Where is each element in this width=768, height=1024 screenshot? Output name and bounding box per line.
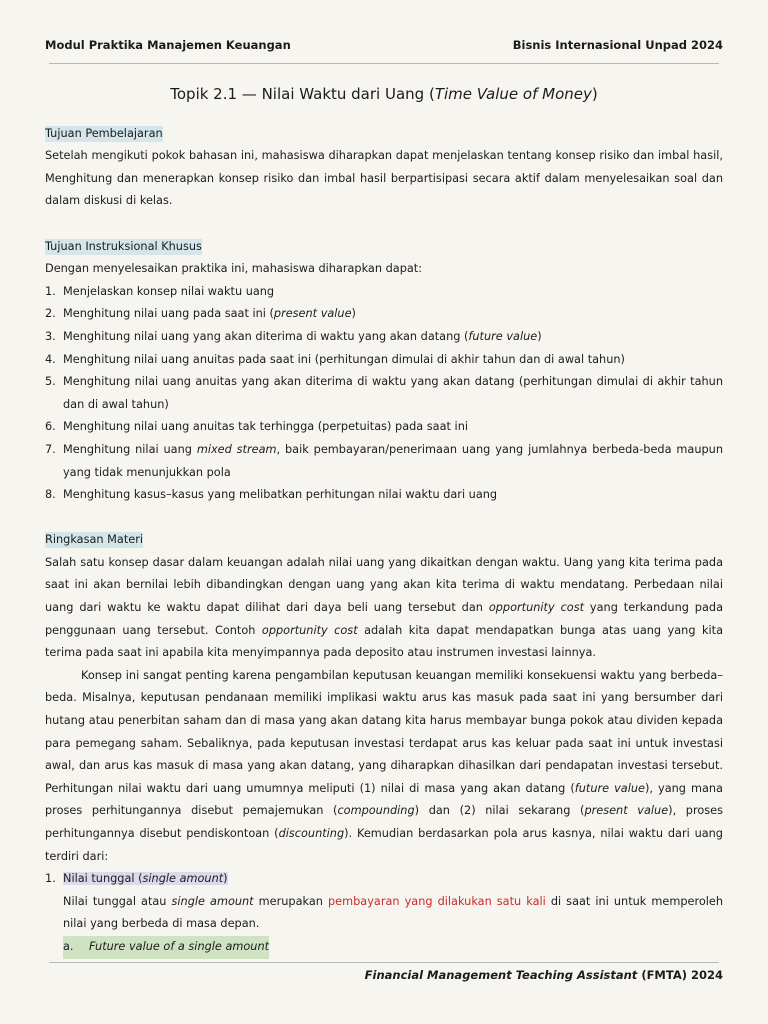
footer-divider	[49, 962, 719, 963]
ringkasan-paragraph-2: Konsep ini sangat penting karena pengambilan keputusan keuangan memiliki konsekuensi waktu yang berbeda–beda. Misalnya, keputusan pendanaan memiliki implikasi waktu arus kas masuk pada saat ini yang bersumber dari hutang atau penerbitan saham dan di masa yang akan datang kita harus membayar bunga pokok atau dividen kepada para pemegang saham. Sebaliknya, pada keputusan investasi terdapat arus kas keluar pada saat ini untuk investasi awal, dan arus kas masuk di masa yang akan datang, yang diharapkan dihasilkan dari pendapatan investasi tersebut. Perhitungan nilai waktu dari uang umumnya meliputi (1) nilai di masa yang akan datang (future value), yang mana proses perhitungannya disebut pemajemukan (compounding) dan (2) nilai sekarang (present value), proses perhitungannya disebut pendiskontoan (discounting). Kemudian berdasarkan pola arus kasnya, nilai waktu dari uang terdiri dari:	[45, 668, 724, 863]
ringkasan-list	[45, 868, 723, 891]
sub-item-a: a. Future value of a single amount	[45, 936, 723, 959]
tujuan-text: Setelah mengikuti pokok bahasan ini, mahasiswa diharapkan dapat menjelaskan tentang konsep risiko dan imbal hasil, Menghitung dan menerapkan konsep risiko dan imbal hasil berpartisipasi secara aktif dalam menyelesaikan soal dan dalam diskusi di kelas.	[45, 149, 723, 208]
section-heading-tujuan: Tujuan Pembelajaran	[45, 126, 163, 140]
header-right: Bisnis Internasional Unpad 2024	[512, 38, 723, 52]
list-item: 8. Menghitung kasus–kasus yang melibatkan perhitungan nilai waktu dari uang	[45, 488, 498, 502]
list-item: 7. Menghitung nilai uang mixed stream, baik pembayaran/penerimaan uang yang jumlahnya berbeda-beda maupun yang tidak menunjukkan pola	[45, 442, 723, 479]
header-divider	[49, 63, 719, 64]
header-left: Modul Praktika Manajemen Keuangan	[45, 38, 291, 52]
ringkasan-paragraph-1: Salah satu konsep dasar dalam keuangan adalah nilai uang yang dikaitkan dengan waktu. Uang yang kita terima pada saat ini akan bernilai lebih dibandingkan dengan uang yang akan kita terima di waktu mendatang. Perbedaan nilai uang dari waktu ke waktu dapat dilihat dari daya beli uang tersebut dan opportunity cost yang terkandung pada penggunaan uang tersebut. Contoh opportunity cost adalah kita dapat mendapatkan bunga atas uang yang kita terima pada saat ini apabila kita menyimpannya pada deposito atau instrumen investasi lainnya.	[45, 555, 723, 660]
page-content	[45, 83, 723, 959]
list-item: 4. Menghitung nilai uang anuitas pada saat ini (perhitungan dimulai di akhir tahun dan di awal tahun)	[45, 352, 625, 366]
list-item: 6. Menghitung nilai uang anuitas tak terhingga (perpetuitas) pada saat ini	[45, 420, 468, 434]
section-heading-ringkasan: Ringkasan Materi	[45, 533, 143, 547]
section-heading-tik: Tujuan Instruksional Khusus	[45, 239, 202, 253]
tik-list	[45, 281, 723, 507]
page-footer: Financial Management Teaching Assistant (FMTA) 2024	[364, 968, 723, 982]
list-item: 1. Menjelaskan konsep nilai waktu uang	[45, 284, 275, 298]
tik-intro: Dengan menyelesaikan praktika ini, mahasiswa diharapkan dapat:	[45, 262, 423, 276]
page-header	[45, 38, 723, 52]
single-amount-text: Nilai tunggal atau single amount merupakan pembayaran yang dilakukan satu kali di saat ini untuk memperoleh nilai yang berbeda di masa depan.	[63, 894, 724, 931]
list-item: 5. Menghitung nilai uang anuitas yang akan diterima di waktu yang akan datang (perhitungan dimulai di akhir tahun dan di awal tahun)	[45, 375, 723, 411]
list-item: 2. Menghitung nilai uang pada saat ini (present value)	[45, 307, 356, 321]
highlighted-phrase: pembayaran yang dilakukan satu kali	[328, 894, 546, 908]
list-item: 3. Menghitung nilai uang yang akan diterima di waktu yang akan datang (future value)	[45, 329, 542, 343]
page-title: Topik 2.1 — Nilai Waktu dari Uang (Time Value of Money)	[170, 85, 598, 103]
item-heading: Nilai tunggal (	[63, 872, 143, 886]
list-item: 1. Nilai tunggal (single amount)	[45, 872, 228, 886]
